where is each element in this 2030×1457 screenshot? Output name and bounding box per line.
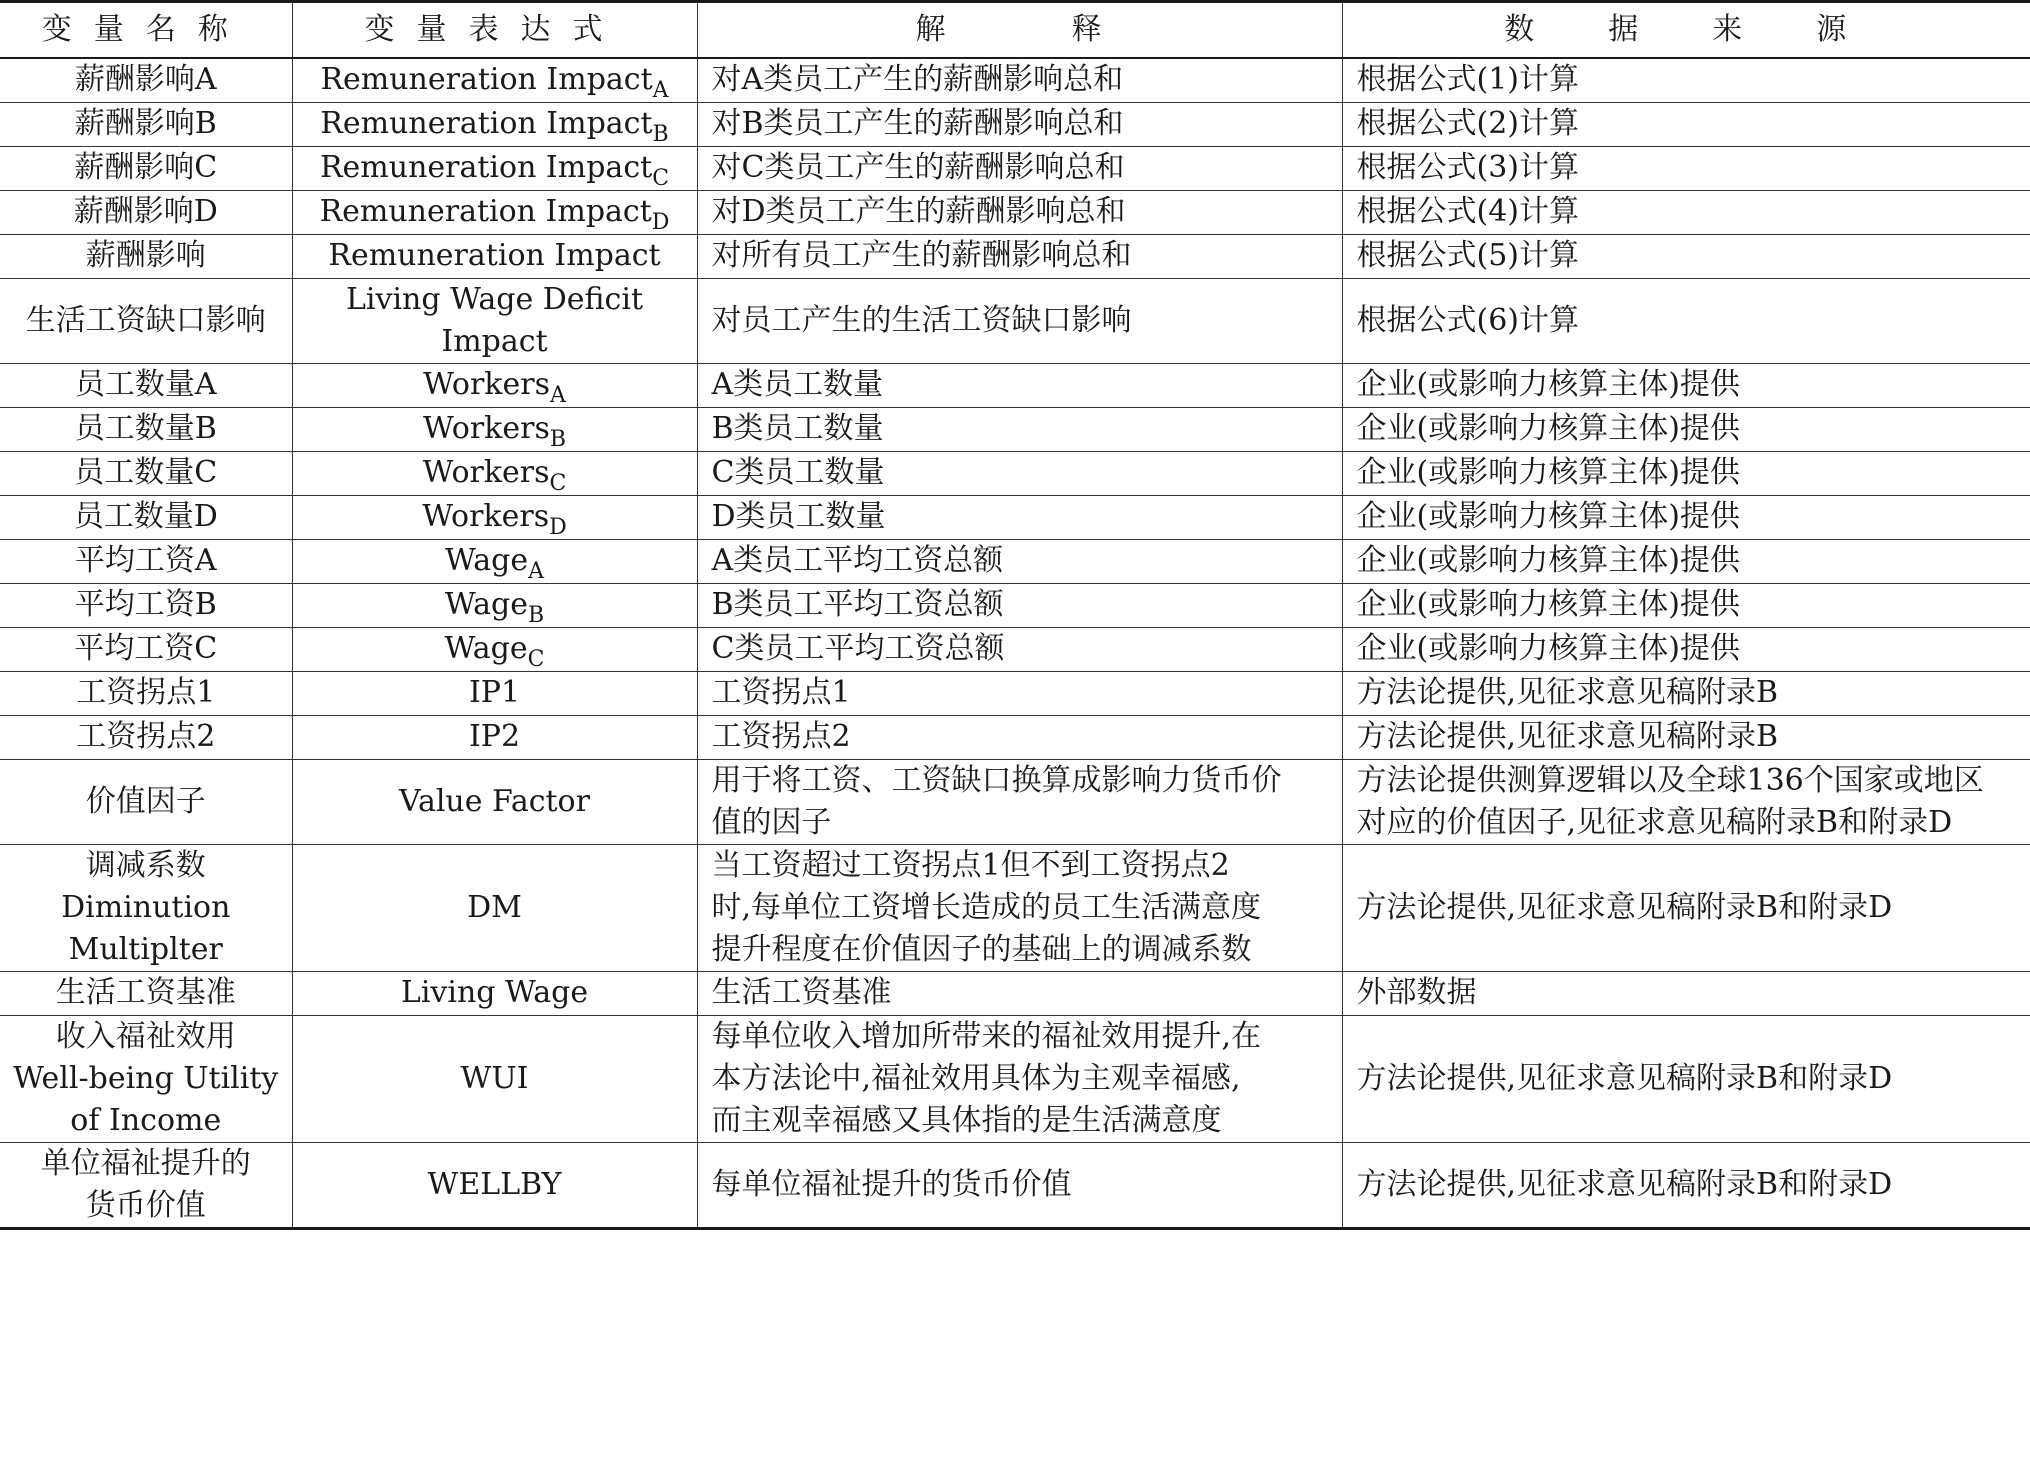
explanation-line: 对B类员工产生的薪酬影响总和 bbox=[711, 106, 1124, 141]
variable-name-line: 工资拐点1 bbox=[76, 675, 216, 710]
variable-name-line: 调减系数 bbox=[85, 847, 206, 883]
data-source-cell bbox=[1342, 539, 2030, 583]
variable-expression-text: Remuneration Impact bbox=[320, 62, 653, 98]
explanation-line: A类员工数量 bbox=[711, 367, 884, 402]
variable-expression-cell bbox=[292, 190, 697, 234]
explanation-cell bbox=[697, 759, 1342, 844]
variable-name-cell bbox=[0, 1015, 292, 1142]
variable-name-cell bbox=[0, 971, 292, 1015]
variable-name-cell bbox=[0, 627, 292, 671]
variable-expression-subscript: B bbox=[652, 122, 669, 146]
explanation-cell bbox=[697, 1142, 1342, 1228]
explanation-line: 对A类员工产生的薪酬影响总和 bbox=[711, 62, 1124, 98]
variable-expression-subscript: D bbox=[549, 515, 567, 539]
explanation-cell bbox=[697, 234, 1342, 278]
explanation-line: 提升程度在价值因子的基础上的调减系数 bbox=[711, 931, 1252, 967]
variable-name-line: 单位福祉提升的 bbox=[40, 1145, 251, 1181]
variable-expression-text: Workers bbox=[423, 367, 550, 402]
explanation-line: 值的因子 bbox=[711, 804, 832, 840]
table-row bbox=[0, 539, 2030, 583]
variable-name-line: 薪酬影响A bbox=[74, 62, 217, 98]
variable-expression-cell bbox=[292, 759, 697, 844]
variable-expression-cell bbox=[292, 407, 697, 451]
variable-expression-cell bbox=[292, 1015, 697, 1142]
data-source-cell bbox=[1342, 715, 2030, 759]
variable-name-cell bbox=[0, 671, 292, 715]
header-variable-name: 变量名称 bbox=[0, 2, 292, 59]
data-source-line: 根据公式(5)计算 bbox=[1356, 238, 1579, 273]
variable-name-cell bbox=[0, 715, 292, 759]
explanation-cell bbox=[697, 495, 1342, 539]
variable-expression-subscript: B bbox=[527, 603, 545, 627]
table-row bbox=[0, 363, 2030, 407]
variable-name-line: 员工数量D bbox=[73, 499, 218, 534]
variable-name-cell bbox=[0, 759, 292, 844]
data-source-line: 企业(或影响力核算主体)提供 bbox=[1356, 587, 1740, 622]
header-data-source: 数 据 来 源 bbox=[1342, 2, 2030, 59]
explanation-cell bbox=[697, 407, 1342, 451]
table-row bbox=[0, 671, 2030, 715]
variable-expression-text: Workers bbox=[422, 455, 550, 490]
variable-name-cell bbox=[0, 451, 292, 495]
data-source-line: 企业(或影响力核算主体)提供 bbox=[1356, 543, 1740, 578]
table-row bbox=[0, 451, 2030, 495]
variable-expression-cell bbox=[292, 627, 697, 671]
variable-expression-text: Living Wage bbox=[400, 975, 589, 1010]
table-row bbox=[0, 1015, 2030, 1142]
variable-expression-text: WUI bbox=[460, 1060, 529, 1096]
variable-expression-text: Remuneration Impact bbox=[319, 150, 653, 185]
variable-name-line: 货币价值 bbox=[85, 1187, 206, 1223]
variable-expression-subscript: C bbox=[549, 471, 567, 495]
data-source-cell bbox=[1342, 146, 2030, 190]
variable-expression-subscript: C bbox=[652, 166, 670, 190]
explanation-cell bbox=[697, 102, 1342, 146]
explanation-cell bbox=[697, 539, 1342, 583]
explanation-line: 本方法论中,福祉效用具体为主观幸福感, bbox=[711, 1060, 1241, 1096]
data-source-cell bbox=[1342, 407, 2030, 451]
data-source-line: 企业(或影响力核算主体)提供 bbox=[1356, 499, 1740, 534]
variable-name-line: 员工数量A bbox=[74, 367, 217, 402]
variable-expression-cell bbox=[292, 146, 697, 190]
data-source-cell bbox=[1342, 495, 2030, 539]
explanation-line: 生活工资基准 bbox=[711, 975, 892, 1010]
explanation-cell bbox=[697, 58, 1342, 102]
variable-expression-cell bbox=[292, 539, 697, 583]
variable-name-cell bbox=[0, 583, 292, 627]
table-row bbox=[0, 715, 2030, 759]
variable-expression-cell bbox=[292, 278, 697, 363]
variable-expression-text: Wage bbox=[444, 587, 528, 622]
table-body bbox=[0, 58, 2030, 1228]
variable-expression-subscript: D bbox=[651, 210, 670, 234]
data-source-line: 企业(或影响力核算主体)提供 bbox=[1356, 367, 1740, 402]
variable-expression-cell bbox=[292, 363, 697, 407]
variable-expression-text: IP2 bbox=[468, 719, 521, 754]
table-row bbox=[0, 971, 2030, 1015]
explanation-cell bbox=[697, 627, 1342, 671]
variable-expression-cell bbox=[292, 102, 697, 146]
table-row bbox=[0, 583, 2030, 627]
variable-name-line: 生活工资缺口影响 bbox=[25, 302, 266, 338]
explanation-line: C类员工平均工资总额 bbox=[711, 631, 1005, 666]
table-row bbox=[0, 58, 2030, 102]
data-source-line: 方法论提供,见征求意见稿附录B bbox=[1356, 675, 1779, 710]
data-source-line: 根据公式(2)计算 bbox=[1356, 106, 1579, 141]
explanation-line: 对员工产生的生活工资缺口影响 bbox=[711, 302, 1132, 338]
explanation-line: 每单位收入增加所带来的福祉效用提升,在 bbox=[711, 1018, 1262, 1054]
explanation-cell bbox=[697, 363, 1342, 407]
variable-expression-cell bbox=[292, 971, 697, 1015]
explanation-line: 用于将工资、工资缺口换算成影响力货币价 bbox=[711, 762, 1282, 798]
variable-expression-cell bbox=[292, 58, 697, 102]
data-source-line: 根据公式(6)计算 bbox=[1356, 302, 1579, 338]
data-source-cell bbox=[1342, 583, 2030, 627]
variable-expression-cell bbox=[292, 234, 697, 278]
explanation-line: C类员工数量 bbox=[711, 455, 885, 490]
variable-name-line: 员工数量C bbox=[74, 455, 218, 490]
variable-expression-cell bbox=[292, 671, 697, 715]
explanation-cell bbox=[697, 715, 1342, 759]
explanation-line: 工资拐点1 bbox=[711, 675, 851, 710]
data-source-line: 企业(或影响力核算主体)提供 bbox=[1356, 631, 1740, 666]
variable-expression-cell bbox=[292, 451, 697, 495]
variable-expression-cell bbox=[292, 844, 697, 971]
data-source-cell bbox=[1342, 102, 2030, 146]
data-source-cell bbox=[1342, 190, 2030, 234]
explanation-cell bbox=[697, 451, 1342, 495]
data-source-cell bbox=[1342, 234, 2030, 278]
table-row bbox=[0, 146, 2030, 190]
variable-name-cell bbox=[0, 278, 292, 363]
variable-name-line: 生活工资基准 bbox=[55, 975, 236, 1010]
explanation-line: B类员工数量 bbox=[711, 411, 884, 446]
table-row bbox=[0, 278, 2030, 363]
variable-name-line: 薪酬影响C bbox=[74, 150, 218, 185]
data-source-line: 企业(或影响力核算主体)提供 bbox=[1356, 411, 1740, 446]
variable-name-cell bbox=[0, 495, 292, 539]
variable-expression-text: Wage bbox=[444, 631, 528, 666]
data-source-line: 方法论提供,见征求意见稿附录B和附录D bbox=[1356, 1060, 1893, 1096]
explanation-line: 每单位福祉提升的货币价值 bbox=[711, 1166, 1072, 1202]
variable-name-line: 收入福祉效用 bbox=[55, 1018, 236, 1054]
variable-name-line: 薪酬影响B bbox=[74, 106, 217, 141]
variable-name-line: 员工数量B bbox=[74, 411, 217, 446]
variable-expression-text: Living Wage Deficit Impact bbox=[346, 281, 643, 359]
data-source-line: 方法论提供,见征求意见稿附录B和附录D bbox=[1356, 1166, 1893, 1202]
variable-expression-text: Remuneration Impact bbox=[320, 106, 653, 141]
variable-expression-cell bbox=[292, 1142, 697, 1228]
table-row bbox=[0, 234, 2030, 278]
table-row bbox=[0, 102, 2030, 146]
variable-name-line: of Income bbox=[70, 1102, 222, 1138]
explanation-cell bbox=[697, 1015, 1342, 1142]
data-source-cell bbox=[1342, 1015, 2030, 1142]
variable-name-line: 平均工资B bbox=[74, 587, 217, 622]
explanation-line: 对所有员工产生的薪酬影响总和 bbox=[711, 238, 1132, 273]
explanation-line: 工资拐点2 bbox=[711, 719, 851, 754]
table-row bbox=[0, 759, 2030, 844]
variable-name-line: 薪酬影响 bbox=[85, 238, 206, 273]
data-source-line: 方法论提供,见征求意见稿附录B和附录D bbox=[1356, 889, 1893, 925]
variable-expression-subscript: A bbox=[528, 559, 544, 583]
variable-name-line: Multiplter bbox=[68, 931, 223, 967]
variable-name-cell bbox=[0, 844, 292, 971]
variable-name-cell bbox=[0, 190, 292, 234]
data-source-line: 对应的价值因子,见征求意见稿附录B和附录D bbox=[1356, 804, 1953, 840]
variable-expression-text: Workers bbox=[422, 411, 550, 446]
explanation-cell bbox=[697, 190, 1342, 234]
data-source-cell bbox=[1342, 844, 2030, 971]
variable-expression-text: IP1 bbox=[468, 675, 521, 710]
explanation-line: A类员工平均工资总额 bbox=[711, 543, 1004, 578]
variable-name-cell bbox=[0, 363, 292, 407]
data-source-cell bbox=[1342, 1142, 2030, 1228]
explanation-line: 而主观幸福感又具体指的是生活满意度 bbox=[711, 1102, 1222, 1138]
variable-expression-subscript: C bbox=[527, 647, 545, 671]
variable-expression-subscript: A bbox=[652, 78, 669, 102]
data-source-cell bbox=[1342, 627, 2030, 671]
data-source-cell bbox=[1342, 363, 2030, 407]
variable-name-line: Well-being Utility bbox=[13, 1060, 279, 1096]
variable-name-cell bbox=[0, 58, 292, 102]
header-explanation: 解 释 bbox=[697, 2, 1342, 59]
variable-name-line: 薪酬影响D bbox=[73, 194, 218, 229]
variable-expression-text: DM bbox=[467, 889, 522, 925]
variable-expression-subscript: B bbox=[549, 427, 567, 451]
data-source-line: 方法论提供,见征求意见稿附录B bbox=[1356, 719, 1779, 754]
table-row bbox=[0, 844, 2030, 971]
data-source-cell bbox=[1342, 451, 2030, 495]
data-source-line: 企业(或影响力核算主体)提供 bbox=[1356, 455, 1740, 490]
table-row bbox=[0, 190, 2030, 234]
explanation-line: 当工资超过工资拐点1但不到工资拐点2 bbox=[711, 847, 1230, 883]
variable-expression-cell bbox=[292, 715, 697, 759]
variable-name-line: 工资拐点2 bbox=[76, 719, 216, 754]
variable-expression-text: Value Factor bbox=[399, 783, 590, 819]
data-source-line: 方法论提供测算逻辑以及全球136个国家或地区 bbox=[1356, 762, 1984, 798]
header-variable-expression: 变量表达式 bbox=[292, 2, 697, 59]
variable-name-line: 平均工资C bbox=[74, 631, 218, 666]
table-row bbox=[0, 495, 2030, 539]
explanation-line: D类员工数量 bbox=[711, 499, 886, 534]
data-source-cell bbox=[1342, 971, 2030, 1015]
data-source-cell bbox=[1342, 671, 2030, 715]
variable-expression-text: WELLBY bbox=[427, 1166, 562, 1202]
variable-expression-text: Workers bbox=[422, 499, 550, 534]
variable-name-cell bbox=[0, 539, 292, 583]
data-source-line: 根据公式(4)计算 bbox=[1356, 194, 1579, 229]
variable-expression-subscript: A bbox=[549, 383, 566, 407]
explanation-cell bbox=[697, 671, 1342, 715]
explanation-line: 时,每单位工资增长造成的员工生活满意度 bbox=[711, 889, 1262, 925]
explanation-cell bbox=[697, 146, 1342, 190]
variable-expression-cell bbox=[292, 495, 697, 539]
variable-expression-text: Remuneration Impact bbox=[319, 194, 652, 229]
variable-name-cell bbox=[0, 102, 292, 146]
variable-expression-text: Remuneration Impact bbox=[328, 238, 661, 273]
explanation-cell bbox=[697, 844, 1342, 971]
table-header-row bbox=[0, 2, 2030, 59]
variable-expression-cell bbox=[292, 583, 697, 627]
variable-name-line: 价值因子 bbox=[85, 783, 206, 819]
explanation-line: B类员工平均工资总额 bbox=[711, 587, 1004, 622]
data-source-cell bbox=[1342, 278, 2030, 363]
data-source-line: 根据公式(3)计算 bbox=[1356, 150, 1579, 185]
table-row bbox=[0, 1142, 2030, 1228]
variable-name-cell bbox=[0, 146, 292, 190]
data-source-line: 根据公式(1)计算 bbox=[1356, 62, 1579, 98]
variable-name-line: 平均工资A bbox=[74, 543, 217, 578]
variable-name-cell bbox=[0, 1142, 292, 1228]
data-source-line: 外部数据 bbox=[1356, 975, 1477, 1010]
explanation-cell bbox=[697, 278, 1342, 363]
variable-name-cell bbox=[0, 234, 292, 278]
table-row bbox=[0, 627, 2030, 671]
explanation-line: 对D类员工产生的薪酬影响总和 bbox=[711, 194, 1126, 229]
data-source-cell bbox=[1342, 759, 2030, 844]
variable-name-line: Diminution bbox=[61, 889, 231, 925]
explanation-cell bbox=[697, 583, 1342, 627]
explanation-cell bbox=[697, 971, 1342, 1015]
data-source-cell bbox=[1342, 58, 2030, 102]
table-row bbox=[0, 407, 2030, 451]
explanation-line: 对C类员工产生的薪酬影响总和 bbox=[711, 150, 1125, 185]
variable-name-cell bbox=[0, 407, 292, 451]
variable-expression-text: Wage bbox=[445, 543, 529, 578]
